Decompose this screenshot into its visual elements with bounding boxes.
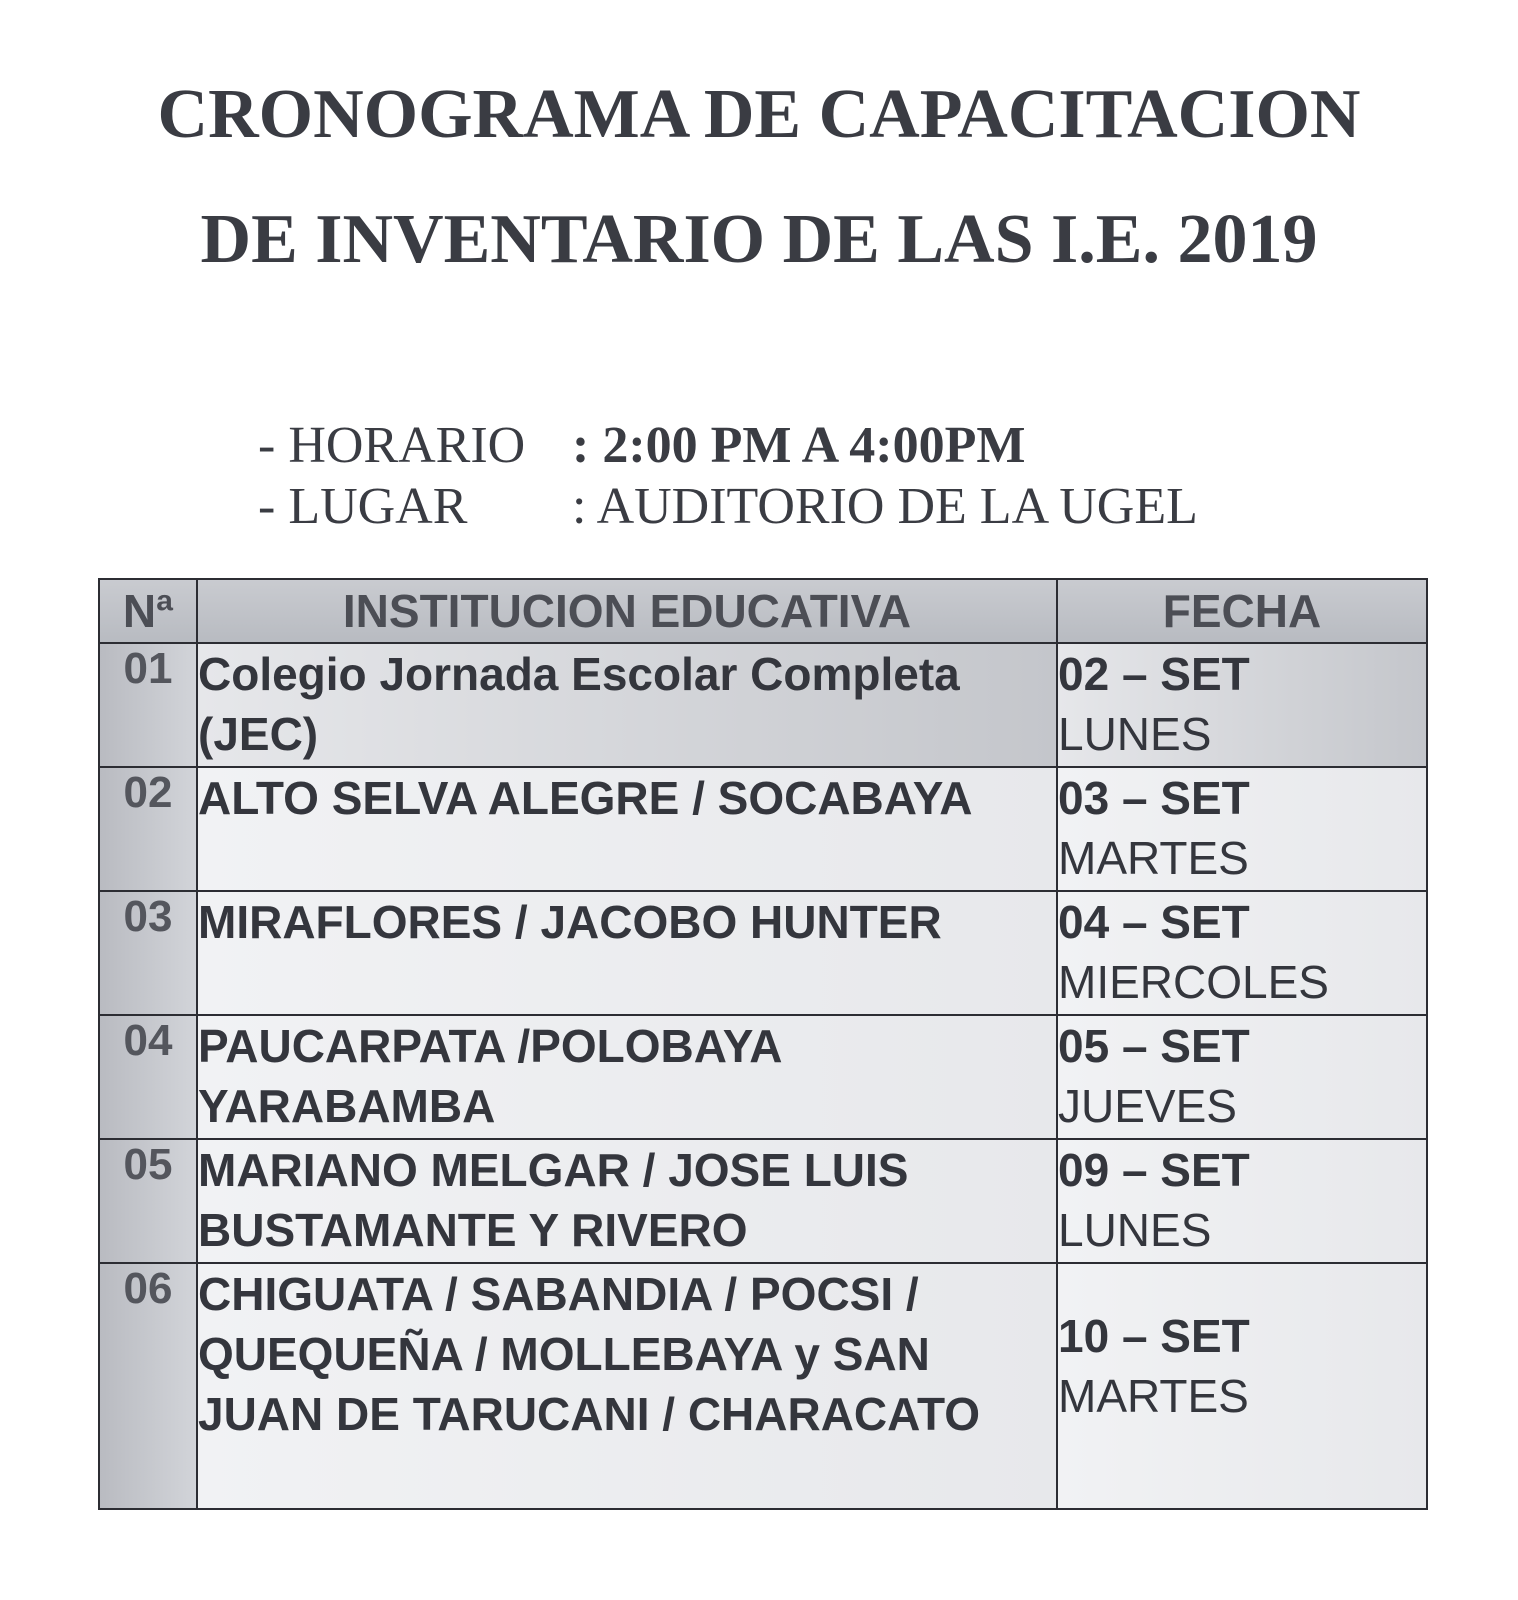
horario-label: - HORARIO bbox=[258, 417, 526, 474]
table-row bbox=[99, 767, 1427, 891]
table-row bbox=[99, 1263, 1427, 1509]
row-institucion: MIRAFLORES / JACOBO HUNTER bbox=[197, 891, 1057, 1015]
row-institucion: CHIGUATA / SABANDIA / POCSI / QUEQUEÑA / MOLLEBAYA y SAN JUAN DE TARUCANI / CHARACATO bbox=[197, 1263, 1057, 1509]
document-title-line-2: DE INVENTARIO DE LAS I.E. 2019 bbox=[200, 201, 1318, 278]
header-fecha: FECHA bbox=[1057, 579, 1427, 643]
row-date: 03 – SET bbox=[1058, 772, 1250, 824]
row-fecha bbox=[1057, 1015, 1427, 1139]
row-date: 05 – SET bbox=[1058, 1020, 1250, 1072]
row-number: 04 bbox=[99, 1015, 197, 1139]
row-number: 05 bbox=[99, 1139, 197, 1263]
schedule-time-info bbox=[258, 417, 1026, 474]
row-number: 01 bbox=[99, 643, 197, 767]
row-number: 03 bbox=[99, 891, 197, 1015]
row-day: JUEVES bbox=[1058, 1080, 1237, 1132]
header-institucion: INSTITUCION EDUCATIVA bbox=[197, 579, 1057, 643]
row-day: LUNES bbox=[1058, 708, 1212, 760]
table-row bbox=[99, 891, 1427, 1015]
table-row bbox=[99, 1139, 1427, 1263]
header-num: Nª bbox=[99, 579, 197, 643]
row-day: LUNES bbox=[1058, 1204, 1212, 1256]
horario-value: : 2:00 PM A 4:00PM bbox=[572, 417, 1026, 474]
schedule-place-info bbox=[258, 478, 1198, 535]
row-institucion: ALTO SELVA ALEGRE / SOCABAYA bbox=[197, 767, 1057, 891]
row-institucion: PAUCARPATA /POLOBAYA YARABAMBA bbox=[197, 1015, 1057, 1139]
row-institucion: MARIANO MELGAR / JOSE LUIS BUSTAMANTE Y RIVERO bbox=[197, 1139, 1057, 1263]
row-date: 09 – SET bbox=[1058, 1144, 1250, 1196]
row-day: MARTES bbox=[1058, 832, 1249, 884]
row-fecha bbox=[1057, 767, 1427, 891]
row-number: 02 bbox=[99, 767, 197, 891]
row-date: 10 – SET bbox=[1058, 1310, 1250, 1362]
row-date: 04 – SET bbox=[1058, 896, 1250, 948]
row-date: 02 – SET bbox=[1058, 648, 1250, 700]
row-institucion: Colegio Jornada Escolar Completa (JEC) bbox=[197, 643, 1057, 767]
table-header-row bbox=[99, 579, 1427, 643]
table-row bbox=[99, 1015, 1427, 1139]
row-day: MARTES bbox=[1058, 1370, 1249, 1422]
row-fecha bbox=[1057, 1263, 1427, 1509]
row-number: 06 bbox=[99, 1263, 197, 1509]
training-schedule-table bbox=[98, 578, 1428, 1510]
row-fecha bbox=[1057, 643, 1427, 767]
row-day: MIERCOLES bbox=[1058, 956, 1329, 1008]
table-row bbox=[99, 643, 1427, 767]
row-fecha bbox=[1057, 891, 1427, 1015]
lugar-label: - LUGAR bbox=[258, 478, 468, 535]
lugar-value: : AUDITORIO DE LA UGEL bbox=[572, 478, 1198, 535]
row-fecha bbox=[1057, 1139, 1427, 1263]
document-title-line-1: CRONOGRAMA DE CAPACITACION bbox=[157, 76, 1361, 153]
